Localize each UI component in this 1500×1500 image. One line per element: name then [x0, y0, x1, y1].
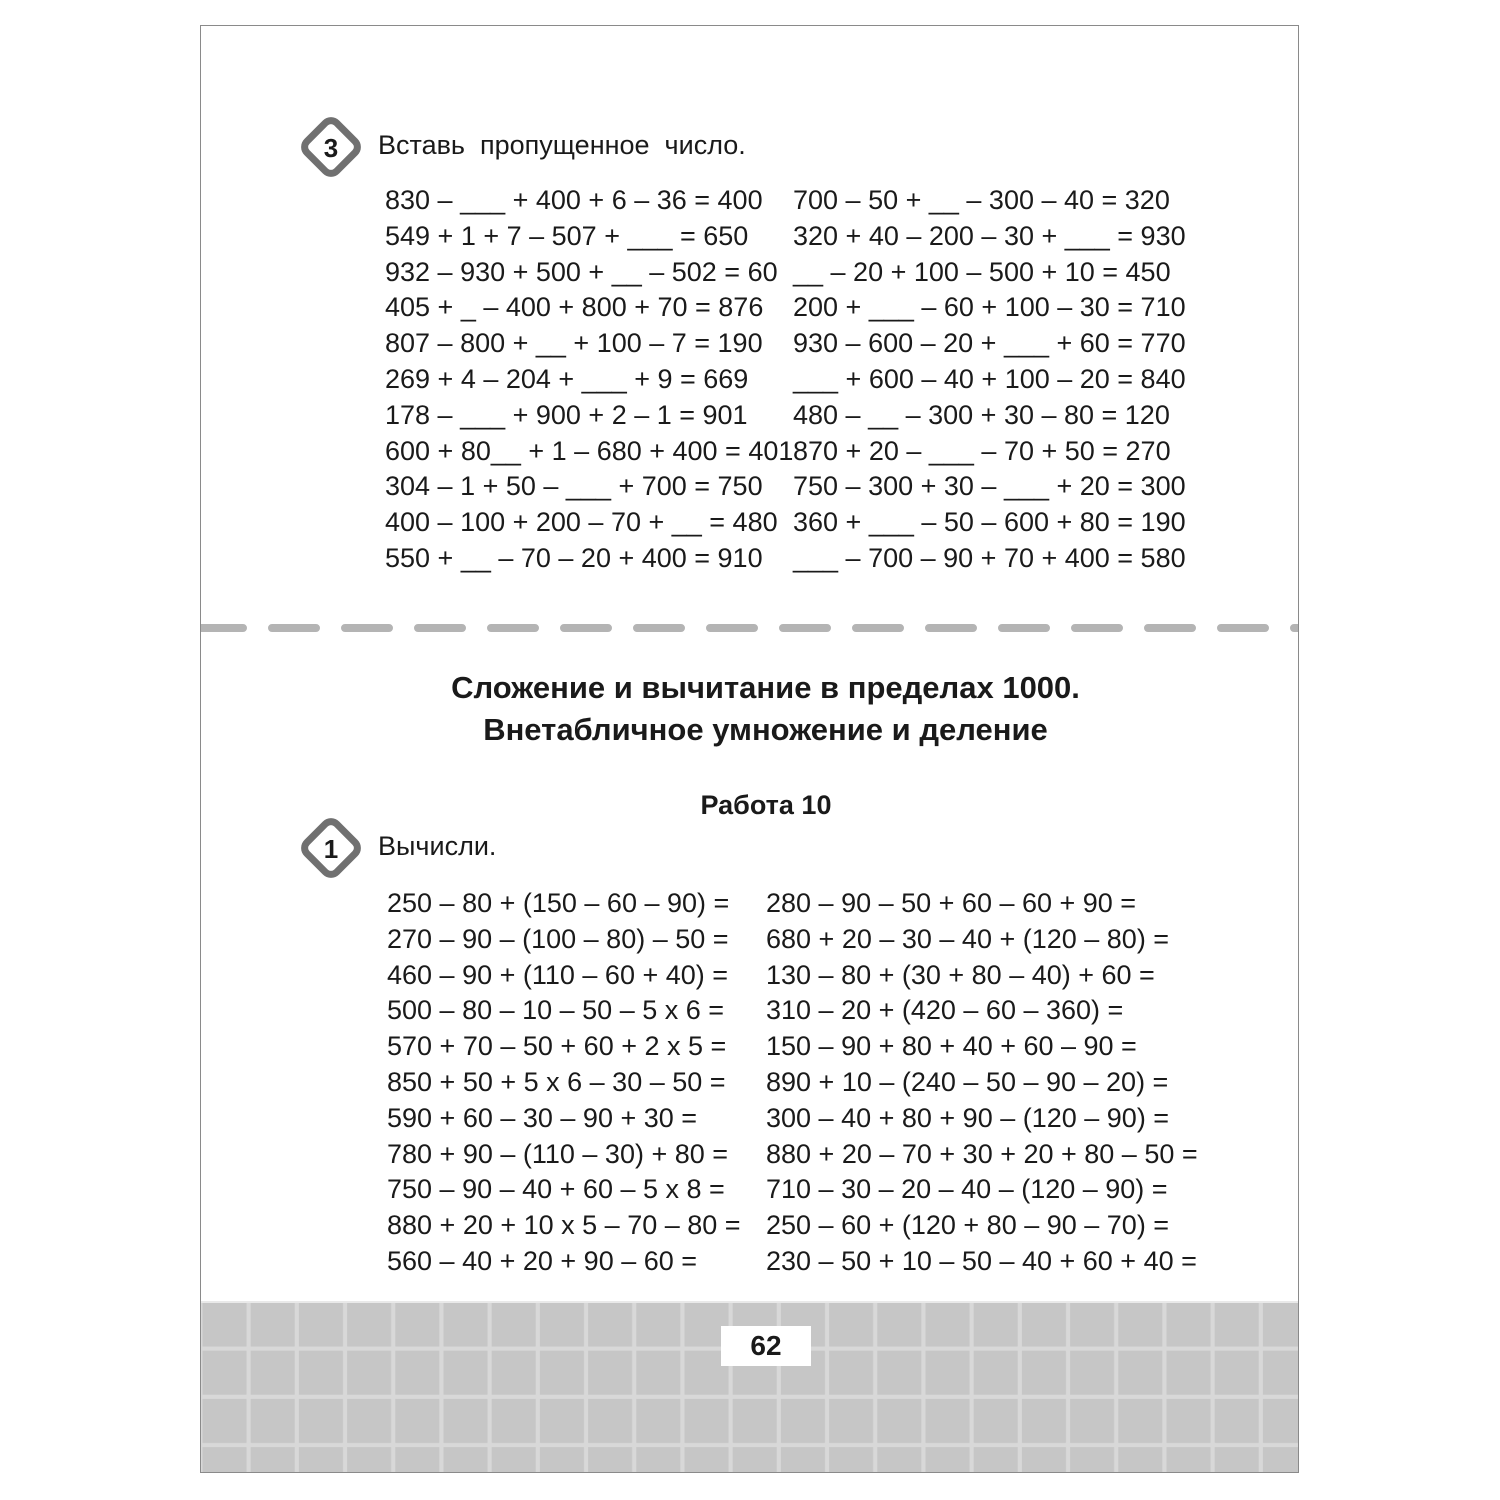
task-3-number: 3: [323, 133, 339, 163]
task-1-number-badge: [298, 815, 364, 881]
task-3-equation: 700 – 50 + __ – 300 – 40 = 320: [793, 185, 1170, 215]
task-3-equation: 269 + 4 – 204 + ___ + 9 = 669: [385, 363, 749, 394]
task-1-expression: 590 + 60 – 30 – 90 + 30 =: [387, 1102, 698, 1133]
task-3-equation: 750 – 300 + 30 – ___ + 20 = 300: [793, 471, 1186, 502]
task-1-expression: 460 – 90 + (110 – 60 + 40) =: [387, 959, 729, 990]
task-1-expression: 250 – 80 + (150 – 60 – 90) =: [387, 888, 730, 918]
page-number: 62: [721, 1326, 811, 1366]
task-1-expression: 780 + 90 – (110 – 30) + 80 =: [387, 1138, 729, 1169]
worksheet-page: [200, 25, 1299, 1473]
task-1-expression: 250 – 60 + (120 + 80 – 90 – 70) =: [766, 1210, 1170, 1241]
task-3-equation: 930 – 600 – 20 + ___ + 60 = 770: [793, 328, 1186, 359]
task-3-number-badge: [298, 114, 364, 180]
task-1-expression: 890 + 10 – (240 – 50 – 90 – 20) =: [766, 1066, 1169, 1097]
task-1-expression: 270 – 90 – (100 – 80) – 50 =: [387, 923, 729, 954]
task-1-expression: 310 – 20 + (420 – 60 – 360) =: [766, 995, 1124, 1026]
task-3-equation: 600 + 80__ + 1 – 680 + 400 = 401: [385, 435, 794, 466]
task-3-equation: 360 + ___ – 50 – 600 + 80 = 190: [793, 507, 1186, 538]
task-3-instruction: Вставь пропущенное число.: [378, 130, 746, 160]
task-1-expression: 300 – 40 + 80 + 90 – (120 – 90) =: [766, 1102, 1170, 1133]
task-1-expression: 750 – 90 – 40 + 60 – 5 x 8 =: [387, 1174, 725, 1205]
task-1-expression: 280 – 90 – 50 + 60 – 60 + 90 =: [766, 888, 1137, 918]
task-3-equation: 932 – 930 + 500 + __ – 502 = 60: [385, 256, 778, 287]
task-3-equation: 200 + ___ – 60 + 100 – 30 = 710: [793, 292, 1186, 323]
task-3-equation: 320 + 40 – 200 – 30 + ___ = 930: [793, 220, 1186, 251]
task-3-left-column: [385, 183, 793, 577]
task-3-right-column: [793, 183, 1186, 577]
task-1-expression: 560 – 40 + 20 + 90 – 60 =: [387, 1245, 698, 1276]
task-1-expression: 880 + 20 – 70 + 30 + 20 + 80 – 50 =: [766, 1138, 1198, 1169]
dashed-cut-line: [201, 623, 1299, 633]
task-3-equation: 550 + __ – 70 – 20 + 400 = 910: [385, 542, 763, 573]
section-heading-line-1: Сложение и вычитание в пределах 1000.: [451, 670, 1080, 705]
task-1-right-column: [766, 886, 1198, 1280]
task-3-equation: 830 – ___ + 400 + 6 – 36 = 400: [385, 185, 763, 215]
task-1-expression: 130 – 80 + (30 + 80 – 40) + 60 =: [766, 959, 1155, 990]
section-heading-line-2: Внетабличное умножение и деление: [483, 712, 1048, 747]
task-1-expression: 500 – 80 – 10 – 50 – 5 x 6 =: [387, 995, 725, 1026]
task-1-expression: 230 – 50 + 10 – 50 – 40 + 60 + 40 =: [766, 1245, 1197, 1276]
task-1-expression: 680 + 20 – 30 – 40 + (120 – 80) =: [766, 923, 1170, 954]
task-3-equation: 304 – 1 + 50 – ___ + 700 = 750: [385, 471, 763, 502]
task-3-equation: ___ + 600 – 40 + 100 – 20 = 840: [793, 363, 1186, 394]
work-title: Работа 10: [700, 790, 832, 820]
task-1-expression: 570 + 70 – 50 + 60 + 2 x 5 =: [387, 1031, 727, 1062]
task-1-instruction: Вычисли.: [378, 831, 497, 861]
task-3-equation: 549 + 1 + 7 – 507 + ___ = 650: [385, 220, 749, 251]
task-1-expression: 850 + 50 + 5 x 6 – 30 – 50 =: [387, 1066, 726, 1097]
task-1-expression: 710 – 30 – 20 – 40 – (120 – 90) =: [766, 1174, 1168, 1205]
task-1-left-column: [387, 886, 741, 1280]
task-3-equation: 807 – 800 + __ + 100 – 7 = 190: [385, 328, 763, 359]
task-3-equation: 178 – ___ + 900 + 2 – 1 = 901: [385, 399, 748, 430]
task-3-equation: 400 – 100 + 200 – 70 + __ = 480: [385, 507, 778, 538]
task-3-equation: 405 + _ – 400 + 800 + 70 = 876: [385, 292, 764, 323]
task-1-expression: 880 + 20 + 10 x 5 – 70 – 80 =: [387, 1210, 741, 1241]
task-1-number: 1: [323, 834, 339, 864]
task-1-expression: 150 – 90 + 80 + 40 + 60 – 90 =: [766, 1031, 1137, 1062]
task-3-equation: 870 + 20 – ___ – 70 + 50 = 270: [793, 435, 1171, 466]
task-3-equation: __ – 20 + 100 – 500 + 10 = 450: [793, 256, 1171, 287]
task-3-equation: 480 – __ – 300 + 30 – 80 = 120: [793, 399, 1170, 430]
task-3-equation: ___ – 700 – 90 + 70 + 400 = 580: [793, 542, 1186, 573]
